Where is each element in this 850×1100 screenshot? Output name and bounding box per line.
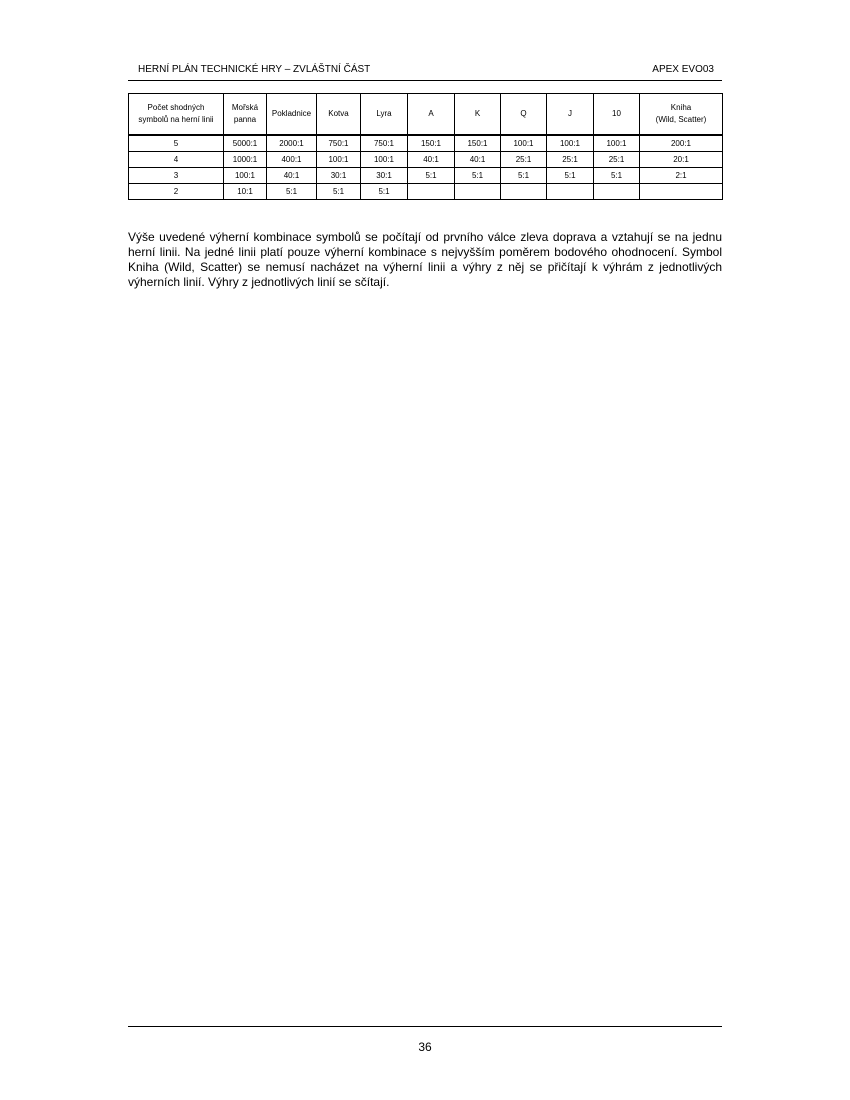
- header-code: APEX EVO03: [652, 64, 714, 75]
- table-cell: 2:1: [640, 168, 723, 184]
- table-row: [129, 168, 723, 184]
- table-cell: 5:1: [455, 168, 501, 184]
- header-k: K: [455, 94, 501, 136]
- table-cell: 5000:1: [224, 135, 267, 152]
- header-count-line1: Počet shodných: [147, 103, 205, 112]
- table-cell: 25:1: [501, 152, 547, 168]
- table-cell: 5:1: [361, 184, 408, 200]
- paytable: [128, 93, 723, 200]
- header-book: [640, 94, 723, 136]
- table-cell: 40:1: [408, 152, 455, 168]
- table-cell: 40:1: [267, 168, 317, 184]
- table-cell: 30:1: [361, 168, 408, 184]
- header-mermaid-line1: Mořská: [231, 103, 259, 112]
- table-cell: 400:1: [267, 152, 317, 168]
- table-cell: 5:1: [317, 184, 361, 200]
- header-lyre: Lyra: [361, 94, 408, 136]
- header-mermaid-line2: panna: [233, 115, 257, 124]
- page-number: 36: [418, 1040, 432, 1054]
- table-cell: 100:1: [317, 152, 361, 168]
- table-cell: 5:1: [267, 184, 317, 200]
- table-cell: [594, 184, 640, 200]
- table-cell: [408, 184, 455, 200]
- table-row: [129, 184, 723, 200]
- header-book-line1: Kniha: [670, 103, 692, 112]
- table-cell: [640, 184, 723, 200]
- table-cell: 100:1: [224, 168, 267, 184]
- table-cell: 25:1: [547, 152, 594, 168]
- header-mermaid: [224, 94, 267, 136]
- header-a: A: [408, 94, 455, 136]
- header-q: Q: [501, 94, 547, 136]
- header-j: J: [547, 94, 594, 136]
- header-book-line2: (Wild, Scatter): [655, 115, 707, 124]
- table-cell: 10:1: [224, 184, 267, 200]
- table-row: [129, 152, 723, 168]
- header-anchor: Kotva: [317, 94, 361, 136]
- table-cell: 5:1: [547, 168, 594, 184]
- table-cell: 20:1: [640, 152, 723, 168]
- table-cell: 750:1: [317, 135, 361, 152]
- page-header: [128, 62, 722, 81]
- header-count-line2: symbolů na herní linii: [138, 115, 214, 124]
- table-cell: 150:1: [408, 135, 455, 152]
- table-cell: 5:1: [594, 168, 640, 184]
- table-cell: 3: [129, 168, 224, 184]
- table-cell: 25:1: [594, 152, 640, 168]
- table-cell: 5:1: [408, 168, 455, 184]
- table-row: [129, 135, 723, 152]
- table-cell: [455, 184, 501, 200]
- table-cell: 100:1: [547, 135, 594, 152]
- table-cell: 750:1: [361, 135, 408, 152]
- footer-divider: [128, 1026, 722, 1027]
- header-ten: 10: [594, 94, 640, 136]
- rules-paragraph: Výše uvedené výherní kombinace symbolů se počítají od prvního válce zleva doprava a vztahují se na jednu herní linii. Na jedné linii platí pouze výherní kombinace s nejvyšším poměrem bodového ohodnocení. Symbol Kniha (Wild, Scatter) se nemusí nacházet na výherní linii a výhry z něj se přičítají k výhrám z jednotlivých výherních linií. Výhry z jednotlivých linií se sčítají.: [128, 230, 722, 289]
- table-cell: 2: [129, 184, 224, 200]
- table-cell: 40:1: [455, 152, 501, 168]
- table-cell: 5:1: [501, 168, 547, 184]
- table-cell: 5: [129, 135, 224, 152]
- table-cell: 30:1: [317, 168, 361, 184]
- table-cell: 4: [129, 152, 224, 168]
- table-cell: 1000:1: [224, 152, 267, 168]
- table-cell: [501, 184, 547, 200]
- table-cell: 150:1: [455, 135, 501, 152]
- table-cell: 2000:1: [267, 135, 317, 152]
- table-cell: 100:1: [594, 135, 640, 152]
- header-title: HERNÍ PLÁN TECHNICKÉ HRY – ZVLÁŠTNÍ ČÁST: [138, 64, 371, 75]
- paytable-header-row: [129, 94, 723, 136]
- table-cell: 100:1: [361, 152, 408, 168]
- header-treasury: Pokladnice: [267, 94, 317, 136]
- table-cell: [547, 184, 594, 200]
- header-count: [129, 94, 224, 136]
- table-cell: 100:1: [501, 135, 547, 152]
- table-cell: 200:1: [640, 135, 723, 152]
